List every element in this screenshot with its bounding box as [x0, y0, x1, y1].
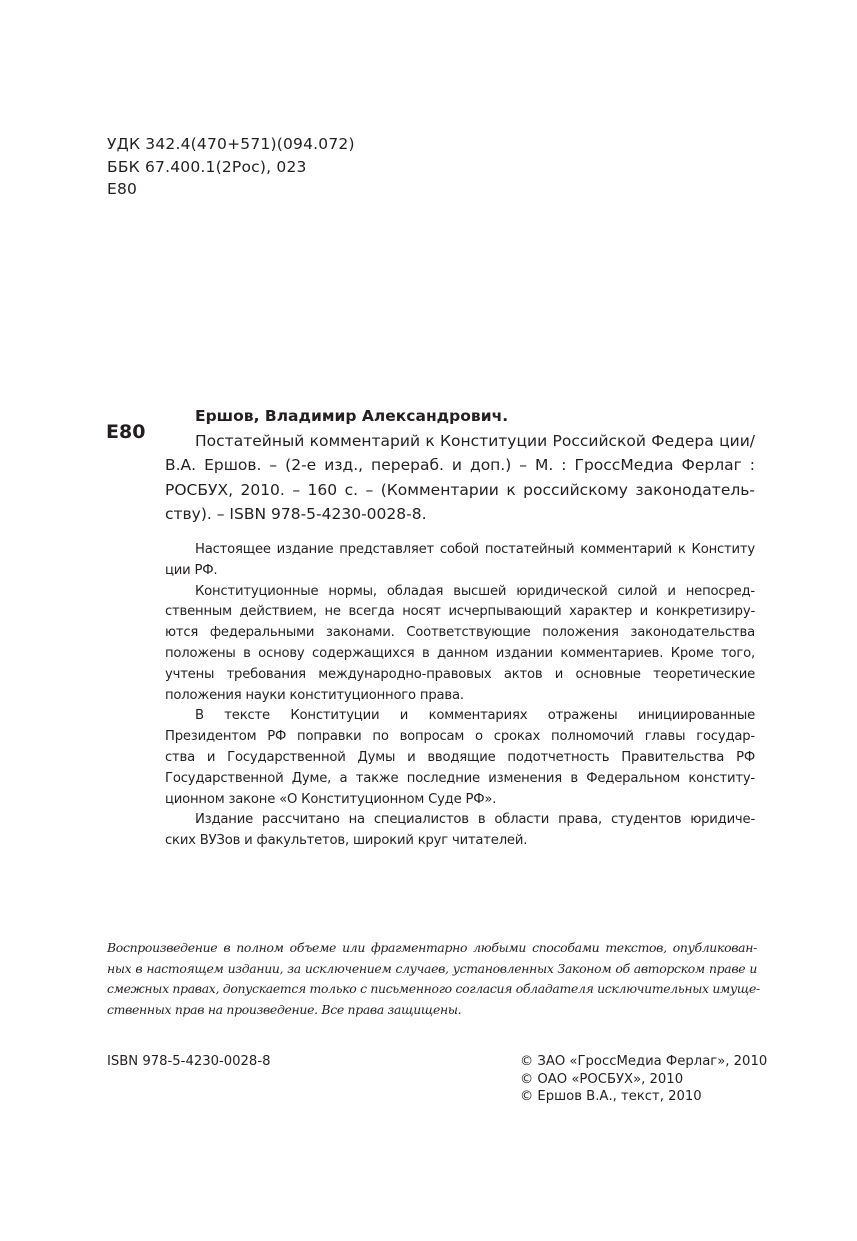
- rights-notice: [107, 938, 760, 1020]
- author-mark: Е80: [106, 421, 146, 443]
- copyright-line: © ОАО «РОСБУХ», 2010: [520, 1071, 684, 1087]
- rights-notice-line: ных в настоящем издании, за исключением случаев, установленных Законом об авторском праве и: [107, 960, 757, 976]
- annotation-line: положения науки конституционного права.: [165, 687, 464, 703]
- annotation: [165, 540, 755, 852]
- annotation-line: ются федеральными законами. Соответствующие положения законодательства: [165, 625, 755, 641]
- bibliographic-record: [165, 404, 755, 527]
- annotation-line: ции РФ.: [165, 562, 218, 578]
- annotation-line: Государственной Думе, а также последние изменения в Федеральном конститу-: [165, 770, 755, 786]
- classification-block: [107, 133, 355, 201]
- rights-notice-line: смежных правах, допускается только с письменного согласия обладателя исключительных имуще-: [107, 981, 760, 996]
- bibliographic-line: Постатейный комментарий к Конституции Российской Федера ции/: [195, 431, 755, 450]
- rights-notice-line: Воспроизведение в полном объеме или фрагментарно любыми способами текстов, опубликован-: [107, 940, 757, 955]
- annotation-line: ства и Государственной Думы и вводящие подотчетность Правительства РФ: [165, 749, 755, 765]
- annotation-line: ционном законе «О Конституционном Суде РФ».: [165, 791, 497, 807]
- author-name: Ершов, Владимир Александрович.: [195, 407, 509, 425]
- annotation-line: учтены требования международно-правовых актов и основные теоретические: [165, 666, 755, 682]
- udk-code: УДК 342.4(470+571)(094.072): [107, 135, 355, 153]
- copyright-line: © ЗАО «ГроссМедиа Ферлаг», 2010: [520, 1054, 768, 1069]
- isbn: ISBN 978-5-4230-0028-8: [107, 1054, 271, 1069]
- annotation-line: Конституционные нормы, обладая высшей юридической силой и непосред-: [195, 583, 755, 599]
- annotation-line: ских ВУЗов и факультетов, широкий круг читателей.: [165, 833, 528, 849]
- annotation-line: Президентом РФ поправки по вопросам о сроках полномочий главы государ-: [165, 729, 755, 745]
- copyright-block: [520, 1053, 767, 1106]
- bbk-code: ББК 67.400.1(2Рос), 023: [107, 157, 307, 176]
- annotation-line: Издание рассчитано на специалистов в области права, студентов юридиче-: [195, 812, 755, 828]
- bibliographic-line: ству). – ISBN 978-5-4230-0028-8.: [165, 505, 427, 523]
- annotation-line: ственным действием, не всегда носят исчерпывающий характер и конкретизиру-: [165, 604, 755, 620]
- bibliographic-line: РОСБУХ, 2010. – 160 с. – (Комментарии к российскому законодатель-: [165, 480, 755, 499]
- annotation-line: положены в основу содержащихся в данном издании комментариев. Кроме того,: [165, 645, 755, 661]
- rights-notice-line: ственных прав на произведение. Все права защищены.: [107, 1001, 462, 1017]
- bibliographic-line: В.А. Ершов. – (2-е изд., перераб. и доп.) – М. : ГроссМедиа Ферлаг :: [165, 456, 755, 474]
- author-mark-code: Е80: [107, 180, 138, 198]
- annotation-line: В тексте Конституции и комментариях отражены инициированные: [195, 708, 755, 724]
- copyright-line: © Ершов В.А., текст, 2010: [520, 1089, 702, 1104]
- annotation-line: Настоящее издание представляет собой постатейный комментарий к Конститу: [195, 542, 755, 557]
